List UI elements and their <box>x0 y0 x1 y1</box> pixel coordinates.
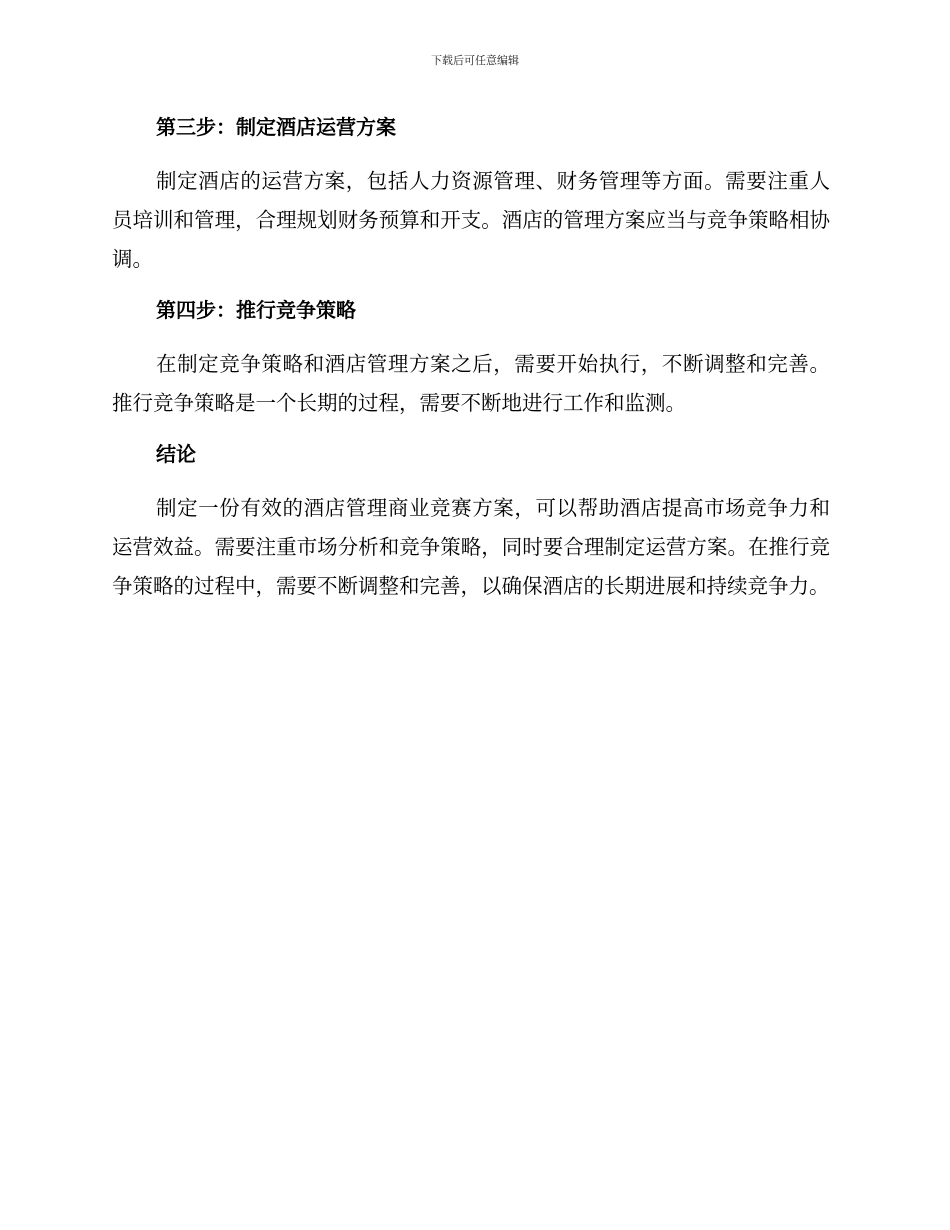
section-heading: 第四步：推行竞争策略 <box>156 298 356 322</box>
section-paragraph: 在制定竞争策略和酒店管理方案之后，需要开始执行，不断调整和完善。推行竞争策略是一个长期的过程，需要不断地进行工作和监测。 <box>112 352 830 415</box>
page-header-note: 下载后可任意编辑 <box>431 54 519 67</box>
document-body <box>112 110 830 606</box>
section-heading: 第三步：制定酒店运营方案 <box>156 115 396 139</box>
section-paragraph: 制定一份有效的酒店管理商业竞赛方案，可以帮助酒店提高市场竞争力和运营效益。需要注重市场分析和竞争策略，同时要合理制定运营方案。在推行竞争策略的过程中，需要不断调整和完善，以确保酒店的长期进展和持续竞争力。 <box>112 496 830 598</box>
section-step-four <box>112 293 830 423</box>
section-heading: 结论 <box>156 442 196 466</box>
section-step-three <box>112 110 830 279</box>
section-conclusion <box>112 437 830 606</box>
section-paragraph: 制定酒店的运营方案，包括人力资源管理、财务管理等方面。需要注重人员培训和管理，合理规划财务预算和开支。酒店的管理方案应当与竞争策略相协调。 <box>112 169 830 271</box>
